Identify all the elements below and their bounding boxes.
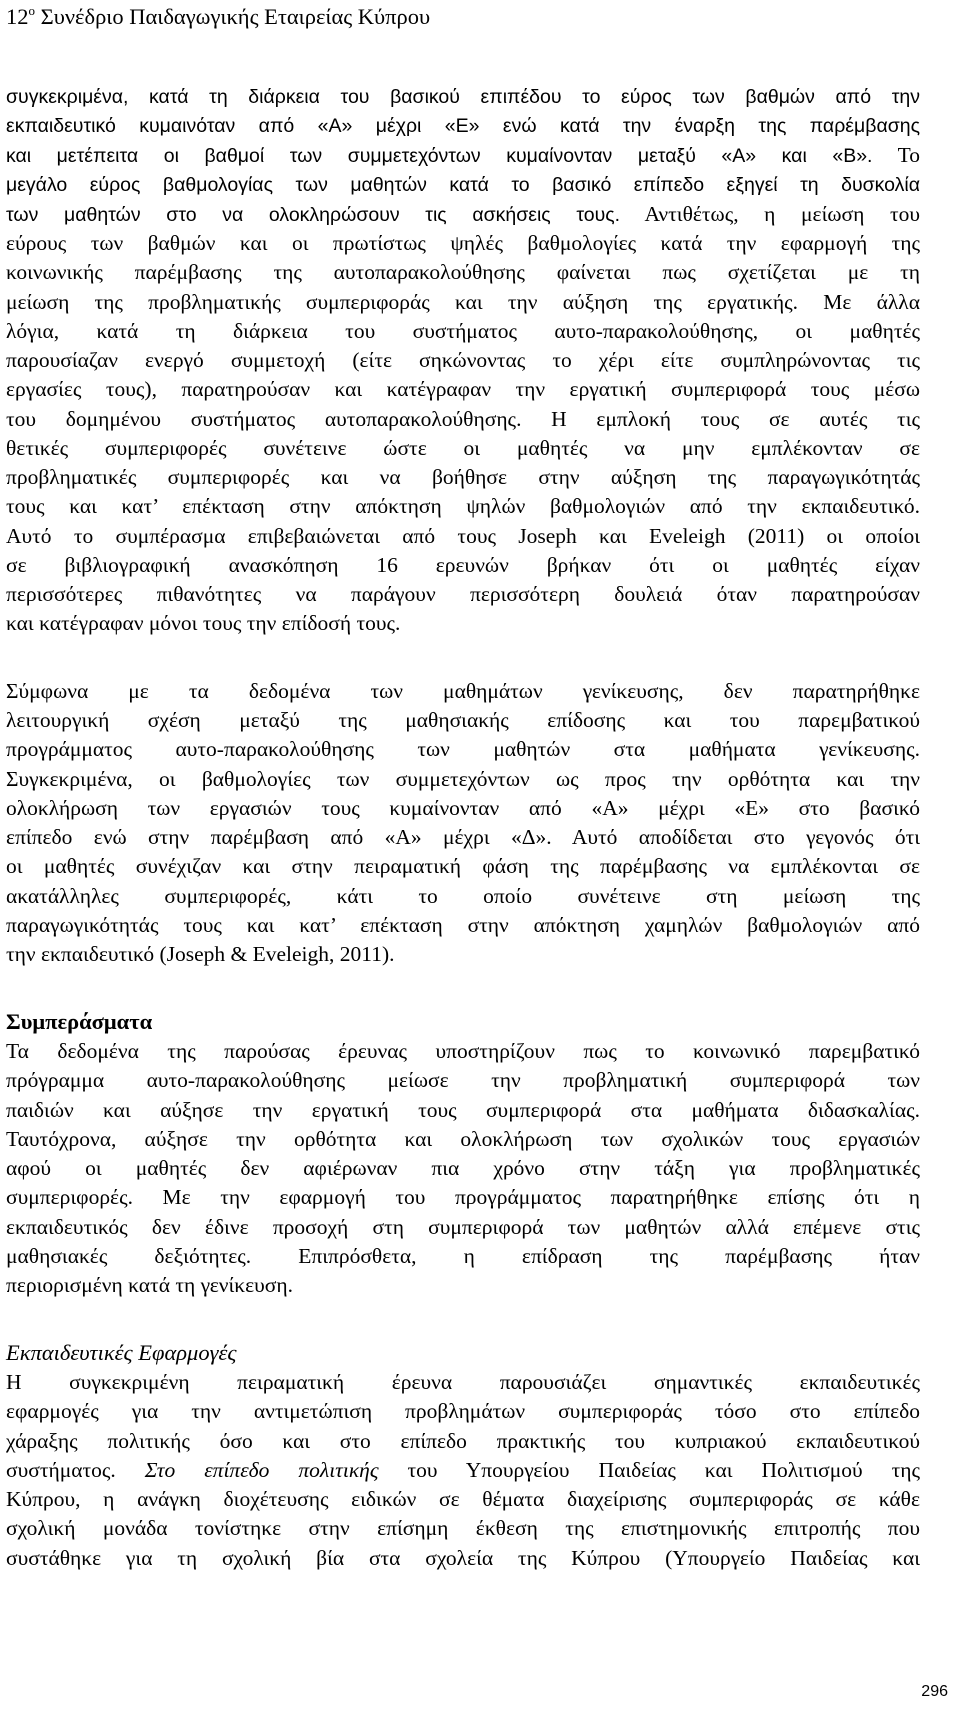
text-line: παιδιών και αύξησε την εργατική τους συμπεριφορά στα μαθήματα διδασκαλίας.: [6, 1098, 920, 1122]
text-line: συστάθηκε για τη σχολική βία στα σχολεία της Κύπρου (Υπουργείο Παιδείας και: [6, 1546, 920, 1570]
text-line: μαθησιακές δεξιότητες. Επιπρόσθετα, η επίδραση της παρέμβασης ήταν: [6, 1244, 920, 1268]
text-line: Τα δεδομένα της παρούσας έρευνας υποστηρίζουν πως το κοινωνικό παρεμβατικό: [6, 1039, 920, 1063]
text-line: και κατέγραφαν μόνοι τους την επίδοσή τους.: [6, 611, 401, 635]
text-line: χάραξης πολιτικής όσο και στο επίπεδο πρακτικής του κυπριακού εκπαιδευτικού: [6, 1429, 920, 1453]
text-line: εύρους των βαθμών και οι πρωτίστως ψηλές βαθμολογίες κατά την εφαρμογή της: [6, 231, 920, 255]
text-line: θετικές συμπεριφορές συνέτεινε ώστε οι μαθητές να μην εμπλέκονταν σε: [6, 436, 920, 460]
text-line: περισσότερες πιθανότητες να παράγουν περισσότερη δουλειά όταν παρατηρούσαν: [6, 582, 920, 606]
text-line: την εκπαιδευτικό (Joseph & Eveleigh, 2011).: [6, 942, 395, 966]
header-title: Συνέδριο Παιδαγωγικής Εταιρείας Κύπρου: [35, 4, 431, 29]
text-line: ακατάλληλες συμπεριφορές, κάτι το οποίο συνέτεινε στη μείωση της: [6, 884, 920, 908]
header-number: 12: [6, 4, 29, 29]
text-line: και μετέπειτα οι βαθμοί των συμμετεχόντων κυμαίνονταν μεταξύ «Α» και «Β». Το: [6, 143, 920, 167]
text-line: Ταυτόχρονα, αύξησε την ορθότητα και ολοκλήρωση των σχολικών τους εργασιών: [6, 1127, 920, 1151]
text-line: συγκεκριμένα, κατά τη διάρκεια του βασικού επιπέδου το εύρος των βαθμών από την: [6, 86, 920, 108]
text-line: Αυτό το συμπέρασμα επιβεβαιώνεται από τους Joseph και Eveleigh (2011) οι οποίοι: [6, 524, 920, 548]
text-line: εργασίες τους), παρατηρούσαν και κατέγραφαν την εργατική συμπεριφορά τους μέσω: [6, 377, 920, 401]
text-line: συστήματος. Στο επίπεδο πολιτικής του Υπουργείου Παιδείας και Πολιτισμού της: [6, 1458, 920, 1482]
page-number: 296: [921, 1683, 948, 1700]
text-line: οι μαθητές συνέχιζαν και στην πειραματική φάση της παρέμβασης να εμπλέκονται σε: [6, 854, 920, 878]
text-line: σχολική μονάδα τονίστηκε στην επίσημη έκθεση της επιστημονικής επιτροπής που: [6, 1516, 920, 1540]
section-heading-conclusions: Συμπεράσματα: [6, 1009, 153, 1034]
text-line: πρόγραμμα αυτο-παρακολούθησης μείωσε την προβληματική συμπεριφορά των: [6, 1068, 920, 1092]
text-line: αφού οι μαθητές δεν αφιέρωναν πια χρόνο στην τάξη για προβληματικές: [6, 1156, 920, 1180]
text-line: λειτουργική σχέση μεταξύ της μαθησιακής επίδοσης και του παρεμβατικού: [6, 708, 920, 732]
text-line: μείωση της προβληματικής συμπεριφοράς και την αύξηση της εργατικής. Με άλλα: [6, 290, 920, 314]
text-line: περιορισμένη κατά τη γενίκευση.: [6, 1273, 293, 1297]
text-line: κοινωνικής παρέμβασης της αυτοπαρακολούθησης φαίνεται πως σχετίζεται με τη: [6, 260, 920, 284]
page-header: [6, 3, 430, 31]
text-line: παρουσίαζαν ενεργό συμμετοχή (είτε σηκώνοντας το χέρι είτε συμπληρώνοντας τις: [6, 348, 920, 372]
text-line: του δομημένου συστήματος αυτοπαρακολούθησης. Η εμπλοκή τους σε αυτές τις: [6, 407, 920, 431]
text-line: επίπεδο ενώ στην παρέμβαση από «Α» μέχρι «Δ». Αυτό αποδίδεται στο γεγονός ότι: [6, 825, 920, 849]
text-line: Σύμφωνα με τα δεδομένα των μαθημάτων γενίκευσης, δεν παρατηρήθηκε: [6, 679, 920, 703]
text-line: προγράμματος αυτο-παρακολούθησης των μαθητών στα μαθήματα γενίκευσης.: [6, 737, 920, 761]
text-line: Συγκεκριμένα, οι βαθμολογίες των συμμετεχόντων ως προς την ορθότητα και την: [6, 767, 920, 791]
text-line: των μαθητών στο να ολοκληρώσουν τις ασκήσεις τους. Αντιθέτως, η μείωση του: [6, 202, 920, 226]
text-line: λόγια, κατά τη διάρκεια του συστήματος αυτο-παρακολούθησης, οι μαθητές: [6, 319, 920, 343]
header-superscript: ο: [28, 3, 35, 18]
text-line: εκπαιδευτικός δεν έδινε προσοχή στη συμπεριφορά των μαθητών αλλά επέμενε στις: [6, 1215, 920, 1239]
text-line: παραγωγικότητάς τους και κατ’ επέκταση στην απόκτηση χαμηλών βαθμολογιών από: [6, 913, 920, 937]
text-line: προβληματικές συμπεριφορές και να βοήθησε στην αύξηση της παραγωγικότητάς: [6, 465, 920, 489]
text-line: Η συγκεκριμένη πειραματική έρευνα παρουσιάζει σημαντικές εκπαιδευτικές: [6, 1370, 920, 1394]
text-line: σε βιβλιογραφική ανασκόπηση 16 ερευνών βρήκαν ότι οι μαθητές είχαν: [6, 553, 920, 577]
text-line: μεγάλο εύρος βαθμολογίας των μαθητών κατά το βασικό επίπεδο εξηγεί τη δυσκολία: [6, 174, 920, 196]
section-heading-educational-applications: Εκπαιδευτικές Εφαρμογές: [6, 1340, 237, 1365]
text-line: ολοκλήρωση των εργασιών τους κυμαίνονταν από «Α» μέχρι «Ε» στο βασικό: [6, 796, 920, 820]
text-line: εφαρμογές για την αντιμετώπιση προβλημάτων συμπεριφοράς τόσο στο επίπεδο: [6, 1399, 920, 1423]
text-line: εκπαιδευτικό κυμαινόταν από «Α» μέχρι «Ε» ενώ κατά την έναρξη της παρέμβασης: [6, 115, 920, 137]
text-line: τους και κατ’ επέκταση στην απόκτηση ψηλών βαθμολογιών από την εκπαιδευτικό.: [6, 494, 920, 518]
text-line: Κύπρου, η ανάγκη διοχέτευσης ειδικών σε θέματα διαχείρισης συμπεριφοράς σε κάθε: [6, 1487, 920, 1511]
text-line: συμπεριφορές. Με την εφαρμογή του προγράμματος παρατηρήθηκε επίσης ότι η: [6, 1185, 920, 1209]
